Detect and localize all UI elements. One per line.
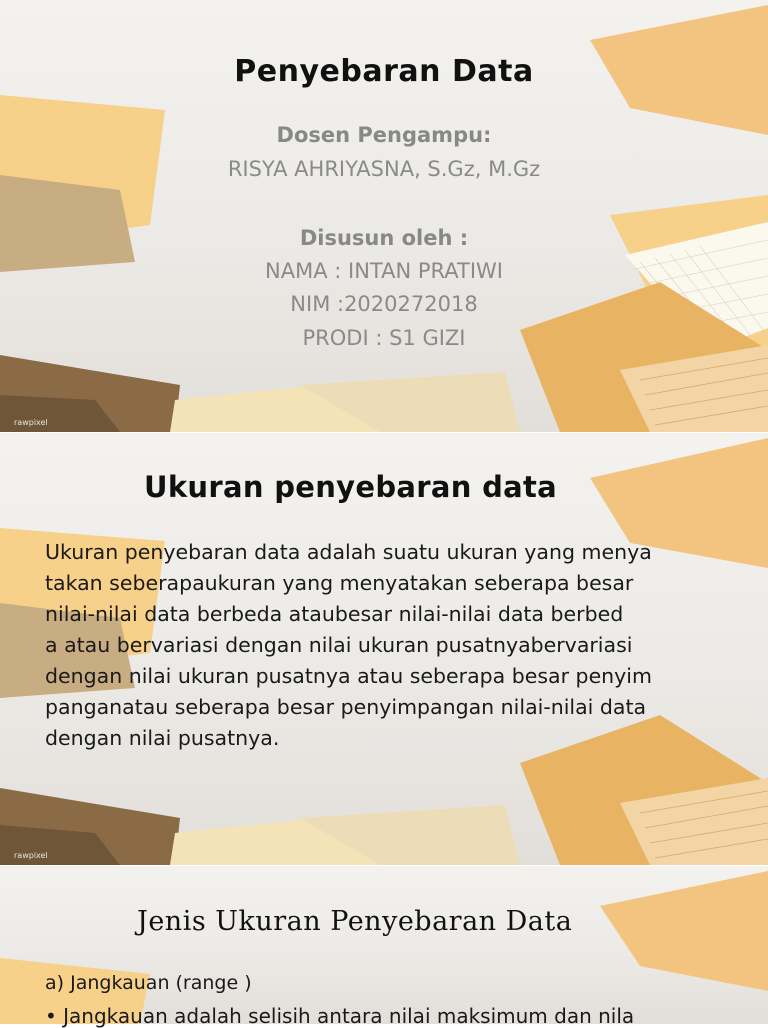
paragraph-line: nilai-nilai data berbeda ataubesar nilai-nilai data berbed <box>45 602 624 626</box>
author-label: Disusun oleh : <box>299 226 469 250</box>
author-prodi: PRODI : S1 GIZI <box>302 326 466 350</box>
slide-1 <box>0 0 768 432</box>
author-nim: NIM :2020272018 <box>290 292 478 316</box>
watermark: rawpixel <box>14 851 48 860</box>
lecturer-name: RISYA AHRIYASNA, S.Gz, M.Gz <box>227 157 541 181</box>
presentation-title: Penyebaran Data <box>234 54 534 89</box>
paragraph-line: a atau bervariasi dengan nilai ukuran pusatnyabervariasi <box>45 633 633 657</box>
section-title: Ukuran penyebaran data <box>144 470 558 504</box>
bullet-point: • Jangkauan adalah selisih antara nilai maksimum dan nila <box>45 1004 635 1028</box>
paragraph-line: Ukuran penyebaran data adalah suatu ukuran yang menya <box>45 540 652 564</box>
slide-3 <box>0 866 768 1024</box>
paragraph-line: dengan nilai ukuran pusatnya atau seberapa besar penyim <box>45 664 652 688</box>
definition-paragraph <box>45 537 745 754</box>
paragraph-line: dengan nilai pusatnya. <box>45 726 280 750</box>
paragraph-line: panganatau seberapa besar penyimpangan nilai-nilai data <box>45 695 647 719</box>
paper-background-illustration <box>0 866 768 1024</box>
section-title: Jenis Ukuran Penyebaran Data <box>137 906 573 937</box>
lecturer-label: Dosen Pengampu: <box>276 123 492 147</box>
author-name: NAMA : INTAN PRATIWI <box>265 259 503 283</box>
watermark: rawpixel <box>14 418 48 427</box>
list-item-range: a) Jangkauan (range ) <box>45 972 252 994</box>
paragraph-line: takan seberapaukuran yang menyatakan seberapa besar <box>45 571 634 595</box>
